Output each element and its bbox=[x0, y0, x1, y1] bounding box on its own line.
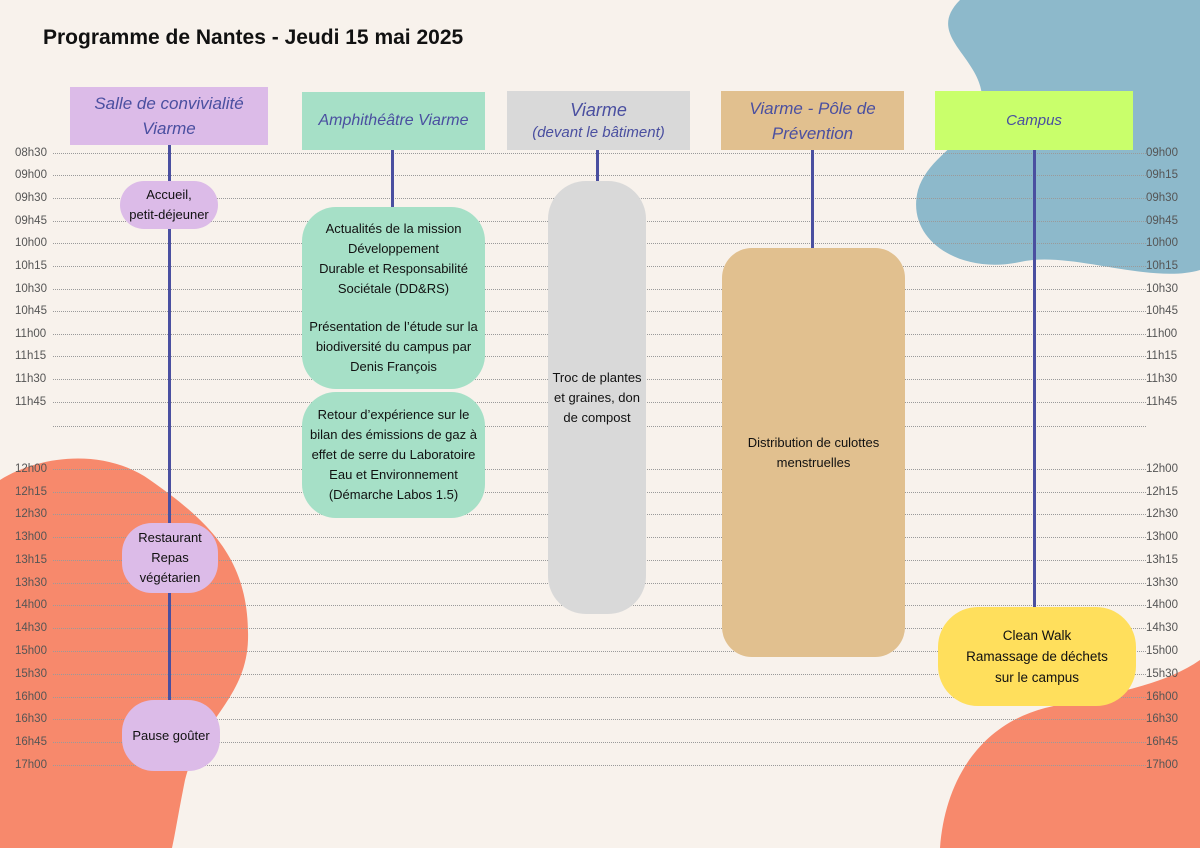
time-label-right: 11h00 bbox=[1146, 328, 1178, 340]
time-label-right: 17h00 bbox=[1146, 759, 1178, 771]
time-label-left: 12h15 bbox=[15, 486, 47, 498]
event-text-line: petit-déjeuner bbox=[129, 207, 209, 222]
time-label-right: 14h30 bbox=[1146, 622, 1178, 634]
event-actualites-ddrs bbox=[302, 207, 485, 389]
time-label-left: 15h00 bbox=[15, 645, 47, 657]
event-text-line: Développement bbox=[347, 241, 440, 256]
time-label-left: 13h00 bbox=[15, 531, 47, 543]
time-label-left: 13h15 bbox=[15, 554, 47, 566]
time-label-right: 13h00 bbox=[1146, 531, 1178, 543]
event-accueil bbox=[120, 181, 218, 229]
time-label-left: 10h45 bbox=[15, 305, 47, 317]
time-label-right: 11h30 bbox=[1146, 373, 1178, 385]
event-text-line: Présentation de l’étude sur la bbox=[309, 319, 478, 334]
event-text-line: sur le campus bbox=[994, 670, 1080, 685]
event-text-line: de compost bbox=[563, 409, 631, 425]
time-label-right: 15h00 bbox=[1146, 645, 1178, 657]
time-label-left: 16h30 bbox=[15, 713, 47, 725]
event-text-line: (Démarche Labos 1.5) bbox=[328, 487, 459, 502]
time-label-right: 15h30 bbox=[1146, 668, 1178, 680]
time-label-right: 16h45 bbox=[1146, 736, 1178, 748]
time-label-right: 10h15 bbox=[1146, 260, 1178, 272]
time-label-left: 14h30 bbox=[15, 622, 47, 634]
event-text-line: Clean Walk bbox=[1002, 628, 1072, 643]
time-label-left: 12h00 bbox=[15, 463, 47, 475]
time-label-right: 11h45 bbox=[1146, 396, 1178, 408]
time-label-left: 16h45 bbox=[15, 736, 47, 748]
time-label-right: 09h30 bbox=[1146, 192, 1178, 204]
event-clean-walk bbox=[938, 607, 1136, 706]
venue-header-line: Amphithéâtre Viarme bbox=[318, 112, 469, 129]
time-label-left: 10h00 bbox=[15, 237, 47, 249]
page-title: Programme de Nantes - Jeudi 15 mai 2025 bbox=[43, 26, 464, 49]
event-troc-plantes bbox=[548, 181, 646, 614]
venue-header-line: Salle de convivialité bbox=[94, 94, 244, 113]
time-label-right: 14h00 bbox=[1146, 599, 1178, 611]
time-label-right: 16h00 bbox=[1146, 691, 1178, 703]
event-text-line: biodiversité du campus par bbox=[315, 339, 472, 354]
event-text-line: Ramassage de déchets bbox=[966, 649, 1108, 664]
time-label-left: 12h30 bbox=[15, 508, 47, 520]
venue-header-salle-convivialite bbox=[70, 87, 268, 145]
time-label-left: 14h00 bbox=[15, 599, 47, 611]
event-text-line: et graines, don bbox=[553, 389, 640, 405]
event-text-line: menstruelles bbox=[776, 454, 851, 470]
time-label-left: 10h15 bbox=[15, 260, 47, 272]
venue-header-viarme-devant bbox=[507, 91, 690, 150]
event-text-line: Actualités de la mission bbox=[325, 221, 462, 236]
time-label-left: 13h30 bbox=[15, 577, 47, 589]
event-pause-gouter bbox=[122, 700, 220, 771]
venue-header-line: Campus bbox=[1006, 112, 1062, 129]
event-restaurant bbox=[122, 523, 218, 593]
event-retour-experience bbox=[302, 392, 485, 518]
time-label-right: 10h30 bbox=[1146, 283, 1178, 295]
event-text-line: Durable et Responsabilité bbox=[319, 261, 468, 276]
time-label-left: 10h30 bbox=[15, 283, 47, 295]
event-text-line: Eau et Environnement bbox=[329, 467, 458, 482]
event-text-line: Retour d’expérience sur le bbox=[317, 407, 470, 422]
connector-line-devant bbox=[596, 150, 599, 182]
time-label-left: 09h30 bbox=[15, 192, 47, 204]
time-label-right: 11h15 bbox=[1146, 350, 1178, 362]
time-label-right: 16h30 bbox=[1146, 713, 1178, 725]
event-text-line: Troc de plantes bbox=[552, 369, 642, 385]
time-label-left: 08h30 bbox=[15, 147, 47, 159]
venue-header-amphitheatre bbox=[302, 92, 485, 150]
time-label-left: 11h45 bbox=[15, 396, 47, 408]
time-label-left: 11h30 bbox=[15, 373, 47, 385]
connector-line-pole bbox=[811, 150, 814, 248]
venue-header-line: (devant le bâtiment) bbox=[532, 124, 665, 141]
event-text-line: Pause goûter bbox=[132, 727, 210, 743]
event-text-line: Sociétale (DD&RS) bbox=[337, 281, 450, 296]
time-label-left: 15h30 bbox=[15, 668, 47, 680]
event-text-line: Repas bbox=[151, 550, 189, 565]
time-label-right: 09h00 bbox=[1146, 147, 1178, 159]
event-text-line: végétarien bbox=[139, 570, 201, 585]
event-text-line: effet de serre du Laboratoire bbox=[311, 447, 476, 462]
event-text-line: Accueil, bbox=[146, 187, 192, 202]
venue-header-line: Viarme bbox=[142, 119, 196, 138]
time-gridline bbox=[53, 153, 1146, 154]
time-gridline bbox=[53, 765, 1146, 766]
time-label-left: 09h45 bbox=[15, 215, 47, 227]
venue-header-line: Viarme bbox=[570, 100, 627, 120]
time-gridline bbox=[53, 175, 1146, 176]
venue-header-line: Viarme - Pôle de bbox=[749, 98, 876, 118]
time-label-right: 10h00 bbox=[1146, 237, 1178, 249]
time-label-right: 12h30 bbox=[1146, 508, 1178, 520]
time-label-right: 09h45 bbox=[1146, 215, 1178, 227]
venue-header-line: Prévention bbox=[771, 123, 854, 143]
time-label-left: 17h00 bbox=[15, 759, 47, 771]
time-label-right: 12h15 bbox=[1146, 486, 1178, 498]
event-text-line: Denis François bbox=[350, 359, 437, 374]
event-distribution-culottes bbox=[722, 248, 905, 657]
event-text-line: Restaurant bbox=[138, 530, 202, 545]
time-label-right: 13h15 bbox=[1146, 554, 1178, 566]
connector-line-campus bbox=[1033, 150, 1036, 608]
time-label-right: 12h00 bbox=[1146, 463, 1178, 475]
venue-header-pole-prevention bbox=[721, 91, 904, 150]
time-label-right: 10h45 bbox=[1146, 305, 1178, 317]
event-text-line: Distribution de culottes bbox=[747, 434, 880, 450]
time-label-left: 11h00 bbox=[15, 328, 47, 340]
time-label-right: 09h15 bbox=[1146, 169, 1178, 181]
time-label-left: 11h15 bbox=[15, 350, 47, 362]
connector-line-amphi bbox=[391, 150, 394, 208]
time-label-right: 13h30 bbox=[1146, 577, 1178, 589]
time-label-left: 16h00 bbox=[15, 691, 47, 703]
event-text-line: bilan des émissions de gaz à bbox=[310, 427, 477, 442]
time-label-left: 09h00 bbox=[15, 169, 47, 181]
venue-header-campus bbox=[935, 91, 1133, 150]
